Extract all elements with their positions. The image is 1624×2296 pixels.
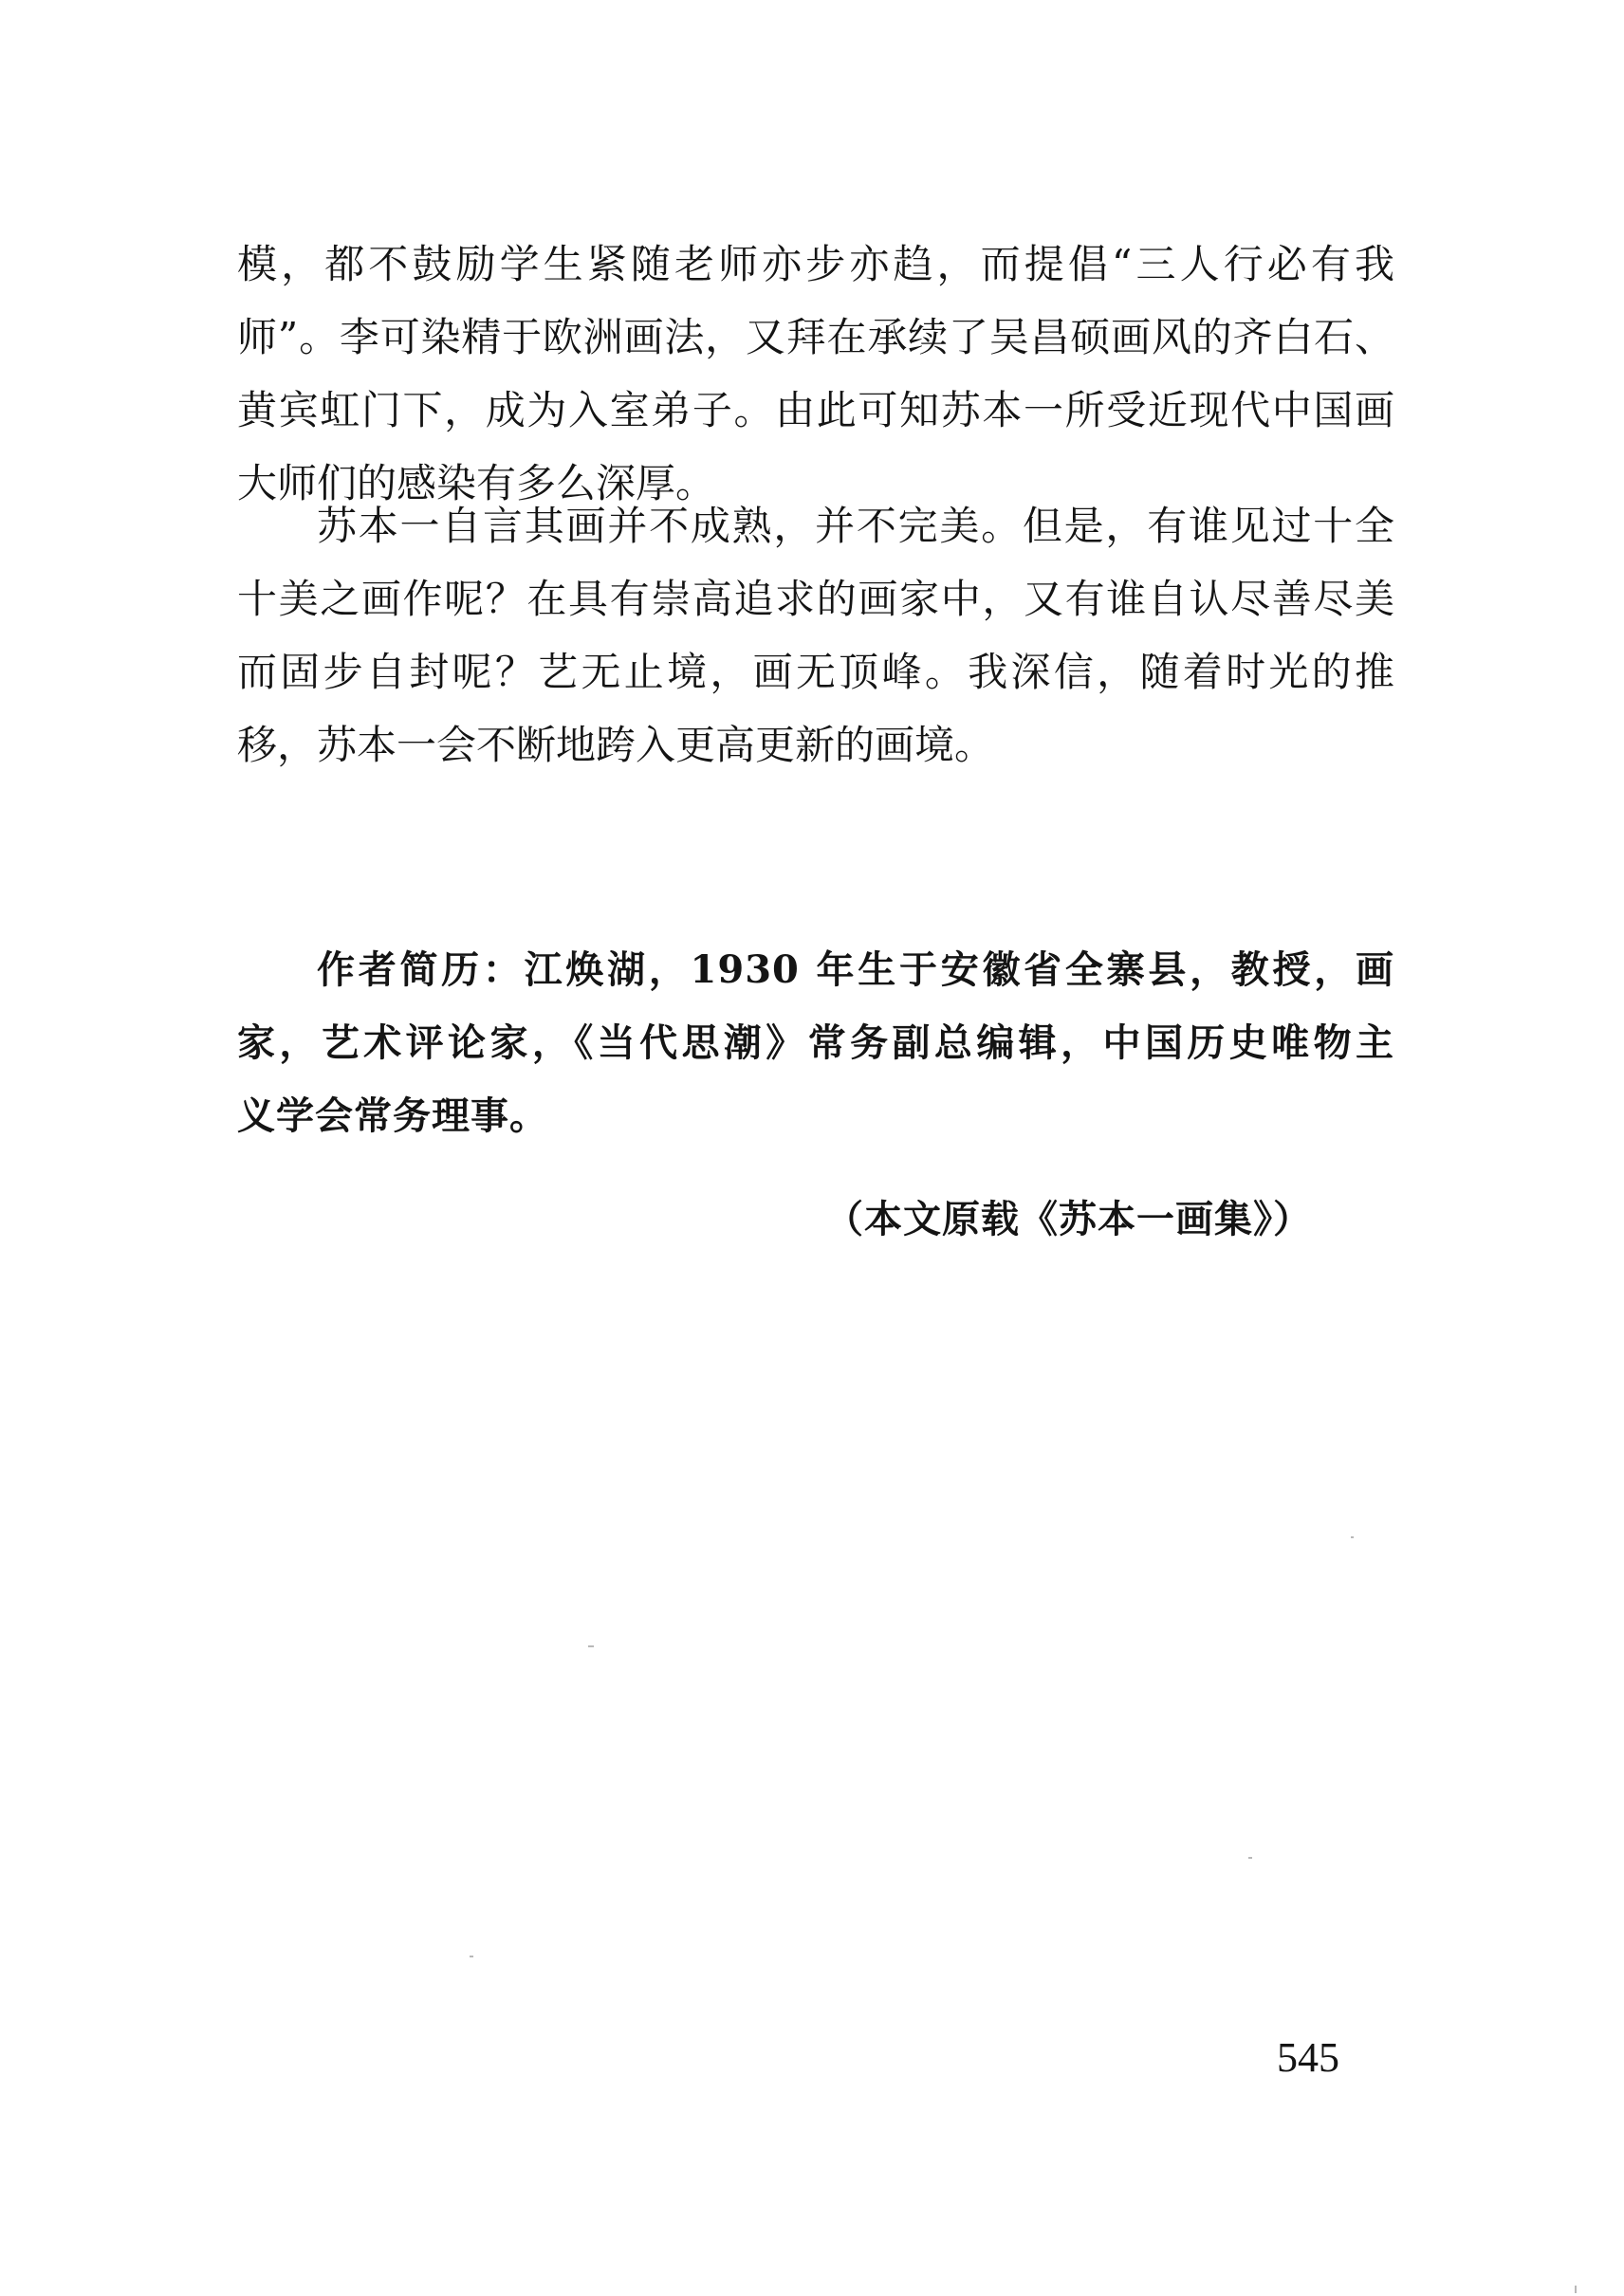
text-line: 苏本一自言其画并不成熟，并不完美。但是，有谁见过十全 xyxy=(317,503,1394,549)
text-line: 十美之画作呢？在具有崇高追求的画家中，又有谁自认尽善尽美 xyxy=(237,576,1394,622)
text-line: 师”。李可染精于欧洲画法，又拜在承续了吴昌硕画风的齐白石、 xyxy=(237,314,1394,360)
source-note: （本文原载《苏本一画集》） xyxy=(825,1197,1312,1241)
text-line: 模，都不鼓励学生紧随老师亦步亦趋，而提倡“三人行必有我 xyxy=(237,241,1394,287)
text-line: 移，苏本一会不断地跨入更高更新的画境。 xyxy=(237,722,995,768)
text-line: 而固步自封呢？艺无止境，画无顶峰。我深信，随着时光的推 xyxy=(237,649,1394,695)
text-line: 义学会常务理事。 xyxy=(237,1093,548,1138)
text-line: 作者简历：江焕湖，1930 年生于安徽省全寨县，教授，画 xyxy=(317,947,1394,992)
page-number: 545 xyxy=(1277,2034,1339,2081)
paragraph-continuation xyxy=(237,228,1394,520)
author-bio xyxy=(237,933,1394,1152)
scan-speck xyxy=(1575,2286,1577,2293)
scan-speck xyxy=(470,1956,473,1957)
paragraph-second xyxy=(237,489,1394,781)
text-line: 家，艺术评论家，《当代思潮》常务副总编辑，中国历史唯物主 xyxy=(237,1020,1394,1065)
scan-speck xyxy=(1351,1536,1354,1538)
scan-speck xyxy=(588,1645,594,1647)
scan-speck xyxy=(1248,1857,1252,1859)
text-line: 黄宾虹门下，成为入室弟子。由此可知苏本一所受近现代中国画 xyxy=(237,387,1394,433)
text-line: 大师们的感染有多么深厚。 xyxy=(237,460,716,506)
